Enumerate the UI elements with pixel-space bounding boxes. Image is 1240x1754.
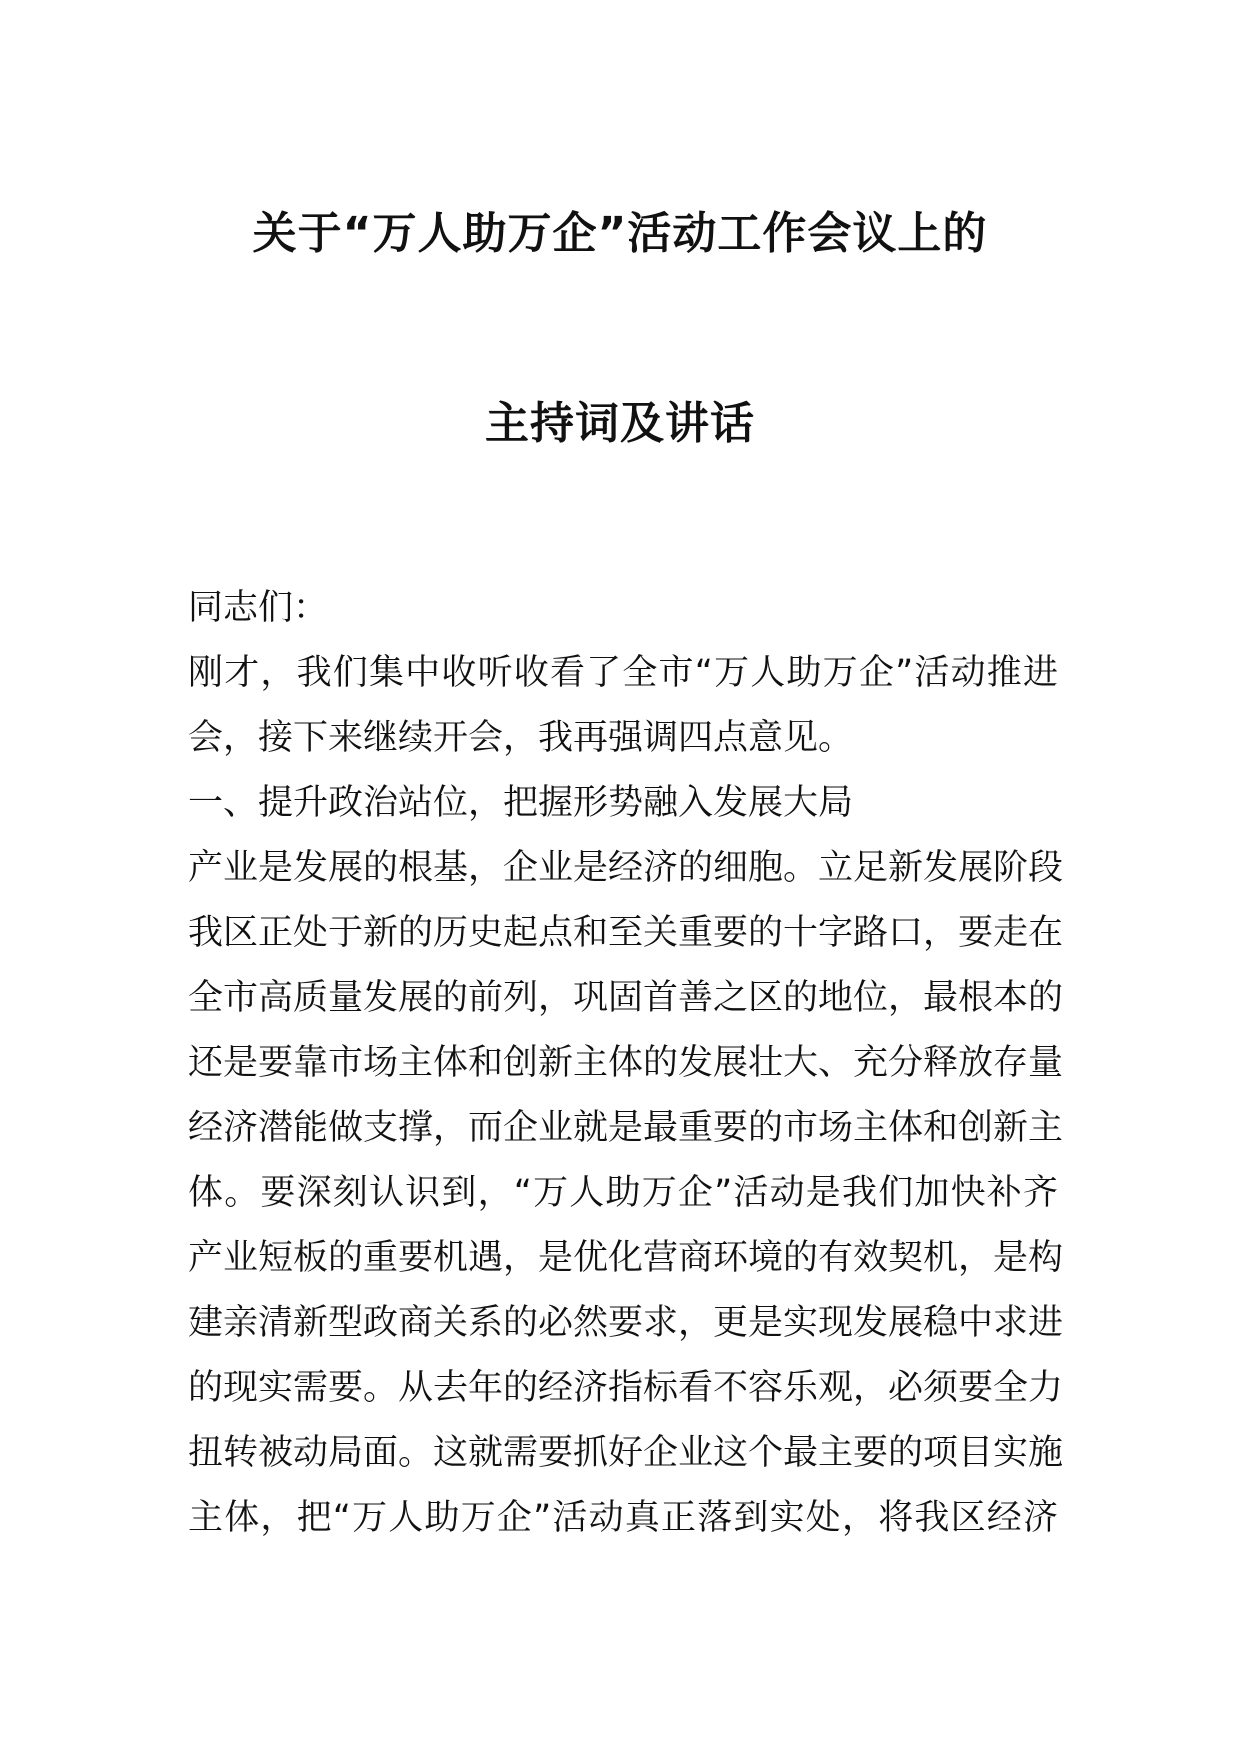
body-line: 体。要深刻认识到，“万人助万企”活动是我们加快补齐: [188, 1173, 1058, 1213]
salutation: 同志们：: [188, 588, 329, 628]
body-line: 刚才，我们集中收听收看了全市“万人助万企”活动推进: [188, 653, 1058, 693]
document-body: [188, 576, 1064, 1551]
document-title-line-1: 关于“万人助万企”活动工作会议上的: [252, 208, 988, 259]
body-line: 主体，把“万人助万企”活动真正落到实处，将我区经济: [188, 1498, 1058, 1538]
section-heading: 一、提升政治站位，把握形势融入发展大局: [188, 783, 854, 823]
body-line: 产业是发展的根基，企业是经济的细胞。立足新发展阶段: [188, 848, 1064, 888]
document-title-line-2: 主持词及讲话: [485, 398, 755, 449]
body-line: 扭转被动局面。这就需要抓好企业这个最主要的项目实施: [188, 1433, 1064, 1473]
body-line: 还是要靠市场主体和创新主体的发展壮大、充分释放存量: [188, 1043, 1064, 1083]
body-line: 会，接下来继续开会，我再强调四点意见。: [188, 718, 854, 758]
body-line: 的现实需要。从去年的经济指标看不容乐观，必须要全力: [188, 1368, 1064, 1408]
body-line: 建亲清新型政商关系的必然要求，更是实现发展稳中求进: [188, 1303, 1064, 1343]
body-line: 全市高质量发展的前列，巩固首善之区的地位，最根本的: [188, 978, 1064, 1018]
body-line: 产业短板的重要机遇，是优化营商环境的有效契机，是构: [188, 1238, 1064, 1278]
body-line: 经济潜能做支撑，而企业就是最重要的市场主体和创新主: [188, 1108, 1064, 1148]
body-line: 我区正处于新的历史起点和至关重要的十字路口，要走在: [188, 913, 1064, 953]
